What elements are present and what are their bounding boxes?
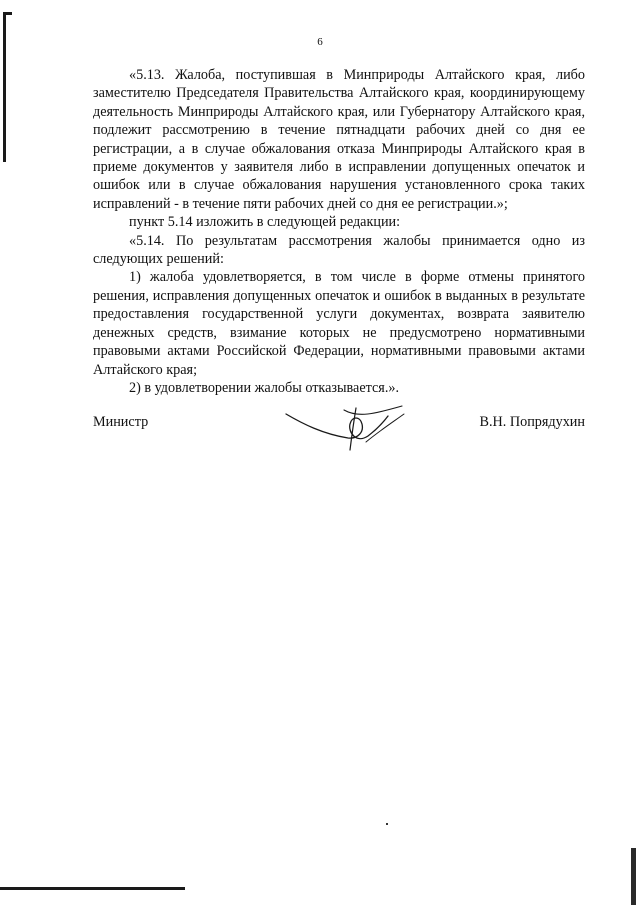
scan-artifact-dot xyxy=(386,823,388,825)
scan-right-edge-mark xyxy=(631,848,636,905)
signature-block xyxy=(93,410,585,460)
scan-bottom-edge-mark xyxy=(0,887,185,890)
paragraph-decision-2: 2) в удовлетворении жалобы отказывается.». xyxy=(129,379,400,396)
paragraph-decision-1: 1) жалоба удовлетворяется, в том числе в форме отмены принятого решения, исправления допущенных опечаток и ошибок в выданных в результате предоставления государственной услуги документах, возврата заявителю денежных средств, взимание которых не предусмотрено нормативными правовыми актами Российской Федерации, нормативными правовыми актами Алтайского края; xyxy=(93,269,585,378)
handwritten-signature xyxy=(278,402,408,452)
document-body xyxy=(93,66,585,397)
signer-title: Министр xyxy=(93,414,149,430)
paragraph-amendment-intro: пункт 5.14 изложить в следующей редакции: xyxy=(129,214,401,231)
paragraph-5-14: «5.14. По результатам рассмотрения жалобы принимается одно из следующих решений: xyxy=(93,232,585,268)
paragraph-5-13: «5.13. Жалоба, поступившая в Минприроды Алтайского края, либо заместителю Председателя Правительства Алтайского края, координирующему деятельность Минприроды Алтайского края, или Губернатору Алтайского края, подлежит рассмотрению в течение пятнадцати рабочих дней со дня ее регистрации, а в случае обжалования отказа Минприроды Алтайского края в приеме документов у заявителя либо в исправлении допущенных опечаток и ошибок или в случае обжалования нарушения установленного срока таких исправлений - в течение пяти рабочих дней со дня ее регистрации.»; xyxy=(93,67,585,212)
signer-name: В.Н. Попрядухин xyxy=(479,414,585,430)
page-number: 6 xyxy=(317,36,323,48)
scan-left-edge-mark xyxy=(3,12,6,162)
scan-left-edge-mark-top xyxy=(3,12,12,15)
